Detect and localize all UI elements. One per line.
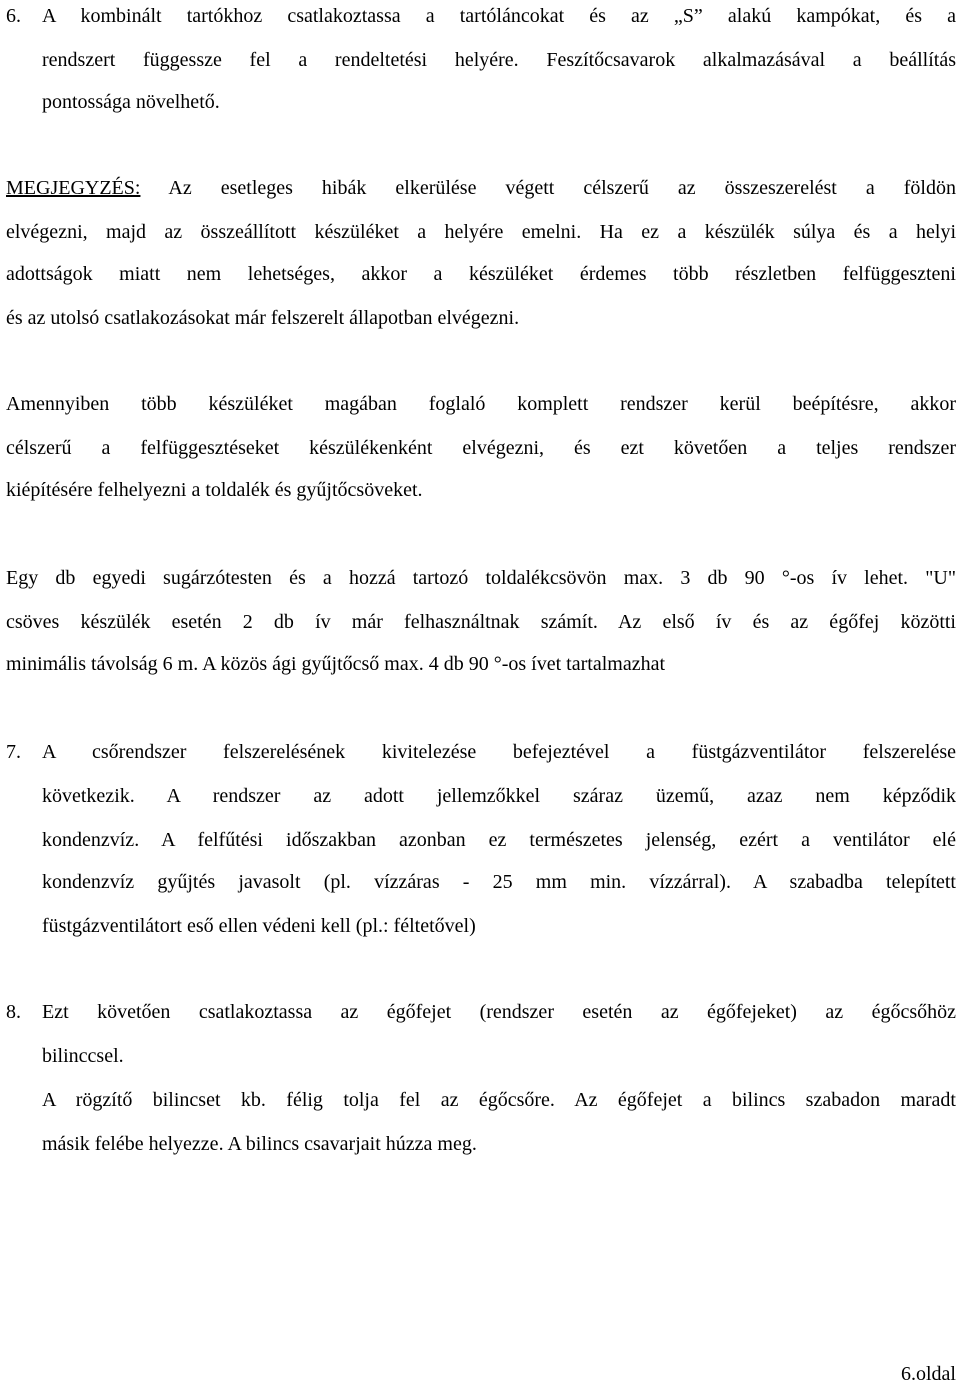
item-7-line-2: következik. A rendszer az adott jellemzőkkel száraz üzemű, azaz nem képződik xyxy=(42,785,956,807)
item-6-line-1: A kombinált tartókhoz csatlakoztassa a tartóláncokat és az „S” alakú kampókat, és a xyxy=(42,5,956,27)
item-7-number: 7. xyxy=(6,741,21,763)
note-label: MEGJEGYZÉS: xyxy=(6,177,141,199)
item-6-number: 6. xyxy=(6,5,21,27)
note-line-4: és az utolsó csatlakozásokat már felszerelt állapotban elvégezni. xyxy=(6,307,520,329)
item-7-line-4: kondenzvíz gyűjtés javasolt (pl. vízzáras - 25 mm min. vízzárral). A szabadba telepített xyxy=(42,871,956,893)
item-8-line-2: bilinccsel. xyxy=(42,1045,124,1067)
item-8-number: 8. xyxy=(6,1001,21,1023)
item-8-line-1: Ezt követően csatlakoztassa az égőfejet (rendszer esetén az égőfejeket) az égőcsőhöz xyxy=(42,1001,956,1023)
item-8-line-3: A rögzítő bilincset kb. félig tolja fel az égőcsőre. Az égőfejet a bilincs szabadon maradt xyxy=(42,1089,956,1111)
item-7-line-1: A csőrendszer felszerelésének kivitelezése befejeztével a füstgázventilátor felszerelése xyxy=(42,741,956,763)
limits-line-1: Egy db egyedi sugárzótesten és a hozzá tartozó toldalékcsövön max. 3 db 90 °-os ív lehet. "U" xyxy=(6,567,956,589)
item-7-line-5: füstgázventilátort eső ellen védeni kell (pl.: féltetővel) xyxy=(42,915,476,937)
system-line-3: kiépítésére felhelyezni a toldalék és gyűjtőcsöveket. xyxy=(6,479,423,501)
limits-line-3: minimális távolság 6 m. A közös ági gyűjtőcső max. 4 db 90 °-os ívet tartalmazhat xyxy=(6,653,666,675)
system-line-1: Amennyiben több készüléket magában foglaló komplett rendszer kerül beépítésre, akkor xyxy=(6,393,956,415)
note-line-1-text: Az esetleges hibák elkerülése végett célszerű az összeszerelést a földön xyxy=(168,177,956,199)
item-6-line-3: pontossága növelhető. xyxy=(42,91,220,113)
item-8-line-4: másik felébe helyezze. A bilincs csavarjait húzza meg. xyxy=(42,1133,477,1155)
item-7-line-3: kondenzvíz. A felfűtési időszakban azonban ez természetes jelenség, ezért a ventilátor elé xyxy=(42,829,956,851)
note-line-3: adottságok miatt nem lehetséges, akkor a készüléket érdemes több részletben felfüggeszteni xyxy=(6,263,956,285)
limits-line-2: csöves készülék esetén 2 db ív már felhasználtnak számít. Az első ív és az égőfej közötti xyxy=(6,611,956,633)
item-6-line-2: rendszert függessze fel a rendeltetési helyére. Feszítőcsavarok alkalmazásával a beállítás xyxy=(42,49,956,71)
page-number: 6.oldal xyxy=(901,1363,956,1385)
note-line-2: elvégezni, majd az összeállított készüléket a helyére emelni. Ha ez a készülék súlya és a helyi xyxy=(6,221,956,243)
note-line-1 xyxy=(6,176,956,200)
system-line-2: célszerű a felfüggesztéseket készülékenként elvégezni, és ezt követően a teljes rendszer xyxy=(6,437,956,459)
